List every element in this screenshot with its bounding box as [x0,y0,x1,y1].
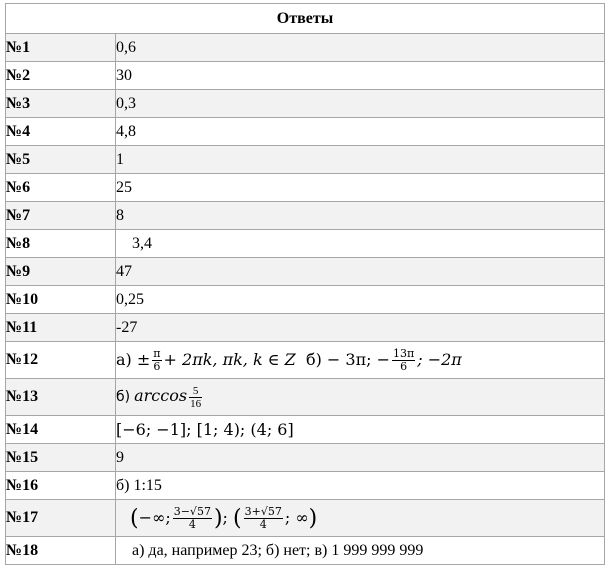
table-row [6,62,605,90]
row-label: №3 [6,90,116,118]
answer-part: ; ∞ [284,507,309,527]
row-label: №5 [6,146,116,174]
row-label: №17 [6,500,116,537]
row-label: №4 [6,118,116,146]
row-label: №14 [6,416,116,444]
row-label: №15 [6,444,116,472]
row-value: 25 [116,174,605,202]
fraction: $\frac{5}{16}$ [190,384,202,410]
table-row [6,230,605,258]
row-value [116,379,605,416]
row-label: №18 [6,537,116,565]
table-row [6,34,605,62]
table-row [6,314,605,342]
table-row [6,202,605,230]
row-value: 0,25 [116,286,605,314]
table-row [6,118,605,146]
row-label: №10 [6,286,116,314]
table-row [6,146,605,174]
row-value: 0,3 [116,90,605,118]
row-label: №13 [6,379,116,416]
table-row [6,416,605,444]
row-label: №16 [6,472,116,500]
table-row [6,444,605,472]
answer-part: + 2πk, πk, k ∈ Z [163,349,296,369]
answers-table [5,3,605,565]
answer-part: б) − 3π; − [305,349,390,369]
answer-part: а) ± [116,349,151,369]
table-row [6,342,605,379]
row-value [116,342,605,379]
row-label: №6 [6,174,116,202]
row-value: 1 [116,146,605,174]
answer-part: б) [116,388,131,405]
table-row [6,379,605,416]
row-label: №12 [6,342,116,379]
row-label: №8 [6,230,116,258]
row-label: №11 [6,314,116,342]
table-row [6,537,605,565]
table-row [6,286,605,314]
row-label: №1 [6,34,116,62]
row-value: 3,4 [116,230,605,258]
row-label: №9 [6,258,116,286]
row-value: 4,8 [116,118,605,146]
row-value: (−∞; $\frac{3-√57}{4}$ ); ( $\frac{3+√57}{4}$ ; ∞) [116,500,605,537]
table-row [6,500,605,537]
row-value: 30 [116,62,605,90]
answer-part: arccos [134,385,188,405]
row-value: [−6; −1]; [1; 4); (4; 6] [116,416,605,444]
row-value: б) 1:15 [116,472,605,500]
table-row [6,472,605,500]
fraction: $\frac{3+√57}{4}$ [244,504,282,531]
row-label: №7 [6,202,116,230]
row-value: а) да, например 23; б) нет; в) 1 999 999 999 [116,537,605,565]
header-row [6,4,605,34]
row-value: 0,6 [116,34,605,62]
table-header: Ответы [6,4,605,34]
table-row [6,90,605,118]
answer-part: ; −2π [417,349,462,369]
fraction: $\frac{3-√57}{4}$ [173,504,211,531]
fraction: $\frac{\pi}{6}$ [153,346,161,373]
table-row [6,258,605,286]
row-value: -27 [116,314,605,342]
row-value: 47 [116,258,605,286]
answer-part: −∞; [138,507,171,527]
row-value: 8 [116,202,605,230]
fraction: $\frac{13\pi}{6}$ [392,346,415,373]
table-row [6,174,605,202]
row-value: 9 [116,444,605,472]
row-label: №2 [6,62,116,90]
